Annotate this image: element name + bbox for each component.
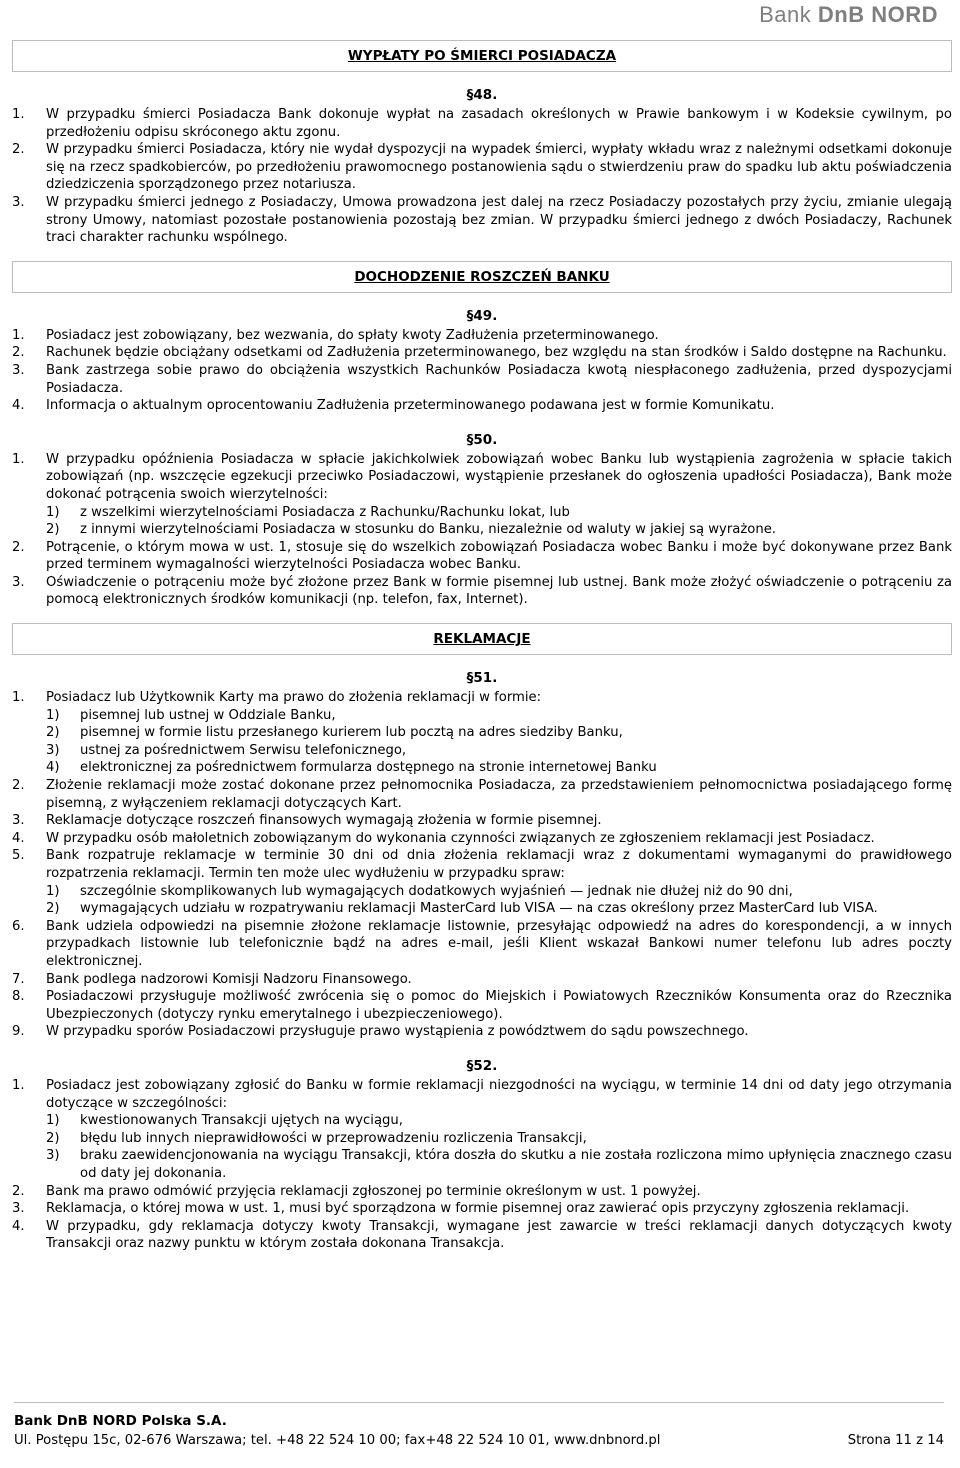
- item-number: 3.: [12, 813, 25, 829]
- sub-item-number: 2): [46, 901, 60, 917]
- section-heading-bar: [12, 40, 952, 72]
- item-text: W przypadku śmierci jednego z Posiadaczy, Umowa prowadzona jest dalej na rzecz Posiadaczy pozostałych przy życiu, zmianie ulegają strony Umowy, natomiast pozostałe postanowienia pozostają bez zmian. W przypadku śmierci jednego z dwóch Posiadaczy, Rachunek traci charakter rachunku wspólnego.: [46, 194, 952, 246]
- item-text: Bank ma prawo odmówić przyjęcia reklamacji zgłoszonej po terminie określonym w ust. 1 powyżej.: [46, 1183, 701, 1199]
- paragraph-number: §51.: [466, 670, 498, 687]
- list-item: [12, 574, 952, 609]
- sub-item-number: 3): [46, 742, 60, 758]
- item-text: Rachunek będzie obciążany odsetkami od Zadłużenia przeterminowanego, bez względu na stan środków i Saldo dostępne na Rachunku.: [46, 345, 947, 361]
- sub-item-number: 1): [46, 883, 60, 899]
- logo-bank: Bank: [759, 2, 812, 27]
- item-text: Bank zastrzega sobie prawo do obciążenia wszystkich Rachunków Posiadacza kwotą niespłaconego zadłużenia, przed dyspozycjami Posiadacza.: [46, 362, 952, 396]
- paragraph-gap: [12, 1041, 952, 1055]
- indent: [12, 1112, 46, 1130]
- footer-company: Bank DnB NORD Polska S.A.: [14, 1413, 227, 1429]
- item-number: 2.: [12, 345, 25, 361]
- item-text: Złożenie reklamacji może zostać dokonane przez pełnomocnika Posiadacza, za przedstawieniem pełnomocnictwa posiadającego formę pisemną, z wyłączeniem reklamacji dotyczących Kart.: [46, 778, 952, 811]
- paragraph-gap: [12, 1253, 952, 1267]
- item-number: 2.: [12, 1183, 25, 1199]
- item-number: 2.: [12, 142, 25, 158]
- item-number: 3.: [12, 574, 25, 590]
- footer-divider: [14, 1402, 944, 1403]
- indent: [12, 504, 46, 522]
- item-number: 1.: [12, 690, 25, 706]
- list-item: [12, 812, 952, 830]
- list-item: [12, 830, 952, 848]
- sub-list-item: [12, 504, 952, 522]
- list-item: [12, 194, 952, 247]
- item-number: 1.: [12, 451, 25, 467]
- list-item: [12, 847, 952, 882]
- sub-item-text: elektronicznej za pośrednictwem formularza dostępnego na stronie internetowej Banku: [80, 760, 657, 776]
- item-text: Posiadacz jest zobowiązany zgłosić do Banku w formie reklamacji niezgodności na wyciągu, w terminie 14 dni od daty jego otrzymania dotyczące w szczególności:: [46, 1077, 952, 1111]
- item-text: Posiadaczowi przysługuje możliwość zwrócenia się o pomoc do Miejskich i Powiatowych Rzeczników Konsumenta oraz do Rzecznika Ubezpieczonych (dotyczy rynku emerytalnego i ubezpieczeniowego).: [46, 989, 952, 1022]
- item-text: W przypadku śmierci Posiadacza Bank dokonuje wypłat na zasadach określonych w Prawie bankowym i w Kodeksie cywilnym, po przedłożeniu odpisu skróconego aktu zgonu.: [46, 107, 952, 140]
- document-body: [12, 40, 952, 1267]
- list-item: [12, 451, 952, 504]
- item-number: 3.: [12, 1201, 25, 1217]
- sub-list-item: [12, 521, 952, 539]
- list-item: [12, 362, 952, 397]
- list-item: [12, 1023, 952, 1041]
- sub-item-text: z innymi wierzytelnościami Posiadacza w stosunku do Banku, niezależnie od waluty w jakiej są wyrażone.: [80, 522, 776, 538]
- sub-item-number: 2): [46, 1130, 60, 1146]
- paragraph-number: §49.: [466, 307, 498, 324]
- sub-list-item: [12, 742, 952, 760]
- list-item: [12, 777, 952, 812]
- item-number: 9.: [12, 1024, 25, 1040]
- list-item: [12, 106, 952, 141]
- indent: [12, 521, 46, 539]
- footer-page-number: Strona 11 z 14: [847, 1433, 944, 1448]
- list-item: [12, 327, 952, 345]
- list-item: [12, 689, 952, 707]
- list-item: [12, 1183, 952, 1201]
- paragraph-number: §52.: [466, 1057, 498, 1074]
- item-text: W przypadku sporów Posiadaczowi przysługuje prawo wystąpienia z powództwem do sądu powszechnego.: [46, 1024, 749, 1040]
- paragraph-number: §50.: [466, 431, 498, 448]
- sub-item-number: 4): [46, 760, 60, 776]
- item-number: 8.: [12, 989, 25, 1005]
- sub-item-number: 1): [46, 1113, 60, 1129]
- sub-item-number: 3): [46, 1148, 60, 1164]
- paragraph-gap: [12, 609, 952, 623]
- item-text: Potrącenie, o którym mowa w ust. 1, stosuje się do wszelkich zobowiązań Posiadacza wobec Banku i może być dokonywane przez Bank przed terminem wymagalności wierzytelności Posiadacza wobec Banku.: [46, 539, 952, 573]
- list-item: [12, 1218, 952, 1253]
- sub-item-number: 2): [46, 725, 60, 741]
- item-text: W przypadku opóźnienia Posiadacza w spłacie jakichkolwiek zobowiązań wobec Banku lub wystąpienia zagrożenia w spłacie takich zobowiązań (np. wszczęcie egzekucji przeciwko Posiadaczowi, wystąpienie przesłanek do ogłoszenia upadłości Posiadacza), Bank może dokonać potrącenia swoich wierzytelności:: [46, 451, 952, 502]
- item-number: 3.: [12, 362, 25, 378]
- item-text: W przypadku śmierci Posiadacza, który nie wydał dyspozycji na wypadek śmierci, wypłaty wkładu wraz z należnymi odsetkami dokonuje się na rzecz spadkobierców, po przedłożeniu prawomocnego postanowienia sądu o stwierdzeniu praw do spadku lub aktu poświadczenia dziedziczenia sporządzonego przez notariusza.: [46, 142, 952, 193]
- sub-item-number: 1): [46, 504, 60, 520]
- item-text: Bank rozpatruje reklamacje w terminie 30 dni od dnia złożenia reklamacji wraz z dokumentami wymaganymi do prawidłowego rozpatrzenia reklamacji. Termin ten może ulec wydłużeniu w przypadku spraw:: [46, 848, 952, 881]
- item-text: W przypadku osób małoletnich zobowiązanym do wykonania czynności związanych ze zgłoszeniem reklamacji jest Posiadacz.: [46, 830, 875, 846]
- list-item: [12, 971, 952, 989]
- bank-logo: [759, 2, 938, 28]
- item-text: Bank podlega nadzorowi Komisji Nadzoru Finansowego.: [46, 971, 412, 987]
- item-number: 4.: [12, 1218, 25, 1234]
- page-footer: [14, 1412, 944, 1450]
- item-number: 6.: [12, 918, 25, 934]
- item-text: Posiadacz lub Użytkownik Karty ma prawo do złożenia reklamacji w formie:: [46, 690, 542, 706]
- indent: [12, 724, 46, 742]
- sub-item-text: kwestionowanych Transakcji ujętych na wyciągu,: [80, 1113, 403, 1129]
- item-number: 7.: [12, 971, 25, 987]
- item-number: 1.: [12, 107, 25, 122]
- list-item: [12, 1200, 952, 1218]
- list-item: [12, 918, 952, 971]
- item-text: Bank udziela odpowiedzi na pisemnie złożone reklamacje listownie, przesyłając odpowiedź na adres do korespondencji, a w innych przypadkach listownie lub telefonicznie bądź na adres e-mail, jeśli Klient wskazał Bankowi numer telefonu lub adres poczty elektronicznej.: [46, 918, 952, 969]
- list-item: [12, 539, 952, 574]
- paragraph-gap: [12, 247, 952, 261]
- sub-list-item: [12, 1112, 952, 1130]
- footer-address: Ul. Postępu 15c, 02-676 Warszawa; tel. +48 22 524 10 00; fax+48 22 524 10 01, www.dnbnord.pl: [14, 1433, 661, 1448]
- item-number: 1.: [12, 327, 25, 343]
- list-item: [12, 141, 952, 194]
- indent: [12, 1130, 46, 1148]
- item-number: 5.: [12, 848, 25, 864]
- sub-item-number: 1): [46, 707, 60, 723]
- sub-item-text: z wszelkimi wierzytelnościami Posiadacza z Rachunku/Rachunku lokat, lub: [80, 504, 570, 520]
- indent: [12, 900, 46, 918]
- paragraph-gap: [12, 415, 952, 429]
- item-number: 3.: [12, 194, 25, 210]
- sub-item-text: szczególnie skomplikowanych lub wymagających dodatkowych wyjaśnień — jednak nie dłużej niż do 90 dni,: [80, 883, 793, 899]
- sub-list-item: [12, 707, 952, 725]
- section-heading-bar: [12, 261, 952, 293]
- section-heading: WYPŁATY PO ŚMIERCI POSIADACZA: [347, 48, 617, 64]
- section-heading: DOCHODZENIE ROSZCZEŃ BANKU: [354, 268, 610, 285]
- sub-list-item: [12, 1130, 952, 1148]
- item-text: Oświadczenie o potrąceniu może być złożone przez Bank w formie pisemnej lub ustnej. Bank może złożyć oświadczenie o potrąceniu za pomocą elektronicznych środków komunikacji (np. telefon, fax, Internet).: [46, 574, 952, 608]
- sub-list-item: [12, 1147, 952, 1182]
- item-number: 1.: [12, 1077, 25, 1093]
- item-text: Reklamacja, o której mowa w ust. 1, musi być sporządzona w formie pisemnej oraz zawierać opis przyczyny zgłoszenia reklamacji.: [46, 1201, 910, 1217]
- indent: [12, 742, 46, 760]
- sub-item-number: 2): [46, 522, 60, 538]
- list-item: [12, 344, 952, 362]
- item-number: 4.: [12, 398, 25, 414]
- sub-item-text: błędu lub innych nieprawidłowości w przeprowadzeniu rozliczenia Transakcji,: [80, 1130, 587, 1146]
- list-item: [12, 1077, 952, 1112]
- section-heading: REKLAMACJE: [433, 631, 531, 648]
- sub-item-text: ustnej za pośrednictwem Serwisu telefonicznego,: [80, 742, 407, 758]
- item-number: 2.: [12, 539, 25, 555]
- indent: [12, 707, 46, 725]
- indent: [12, 1147, 46, 1182]
- logo-nord: NORD: [871, 2, 938, 27]
- sub-item-text: wymagających udziału w rozpatrywaniu reklamacji MasterCard lub VISA — na czas określony przez MasterCard lub VISA.: [80, 901, 878, 917]
- sub-list-item: [12, 900, 952, 918]
- sub-list-item: [12, 883, 952, 901]
- sub-item-text: braku zaewidencjonowania na wyciągu Transakcji, która doszła do skutku a nie została rozliczona mimo upłynięcia znacznego czasu od daty jej dokonania.: [80, 1148, 952, 1181]
- sub-item-text: pisemnej w formie listu przesłanego kurierem lub pocztą na adres siedziby Banku,: [80, 725, 623, 741]
- indent: [12, 883, 46, 901]
- indent: [12, 759, 46, 777]
- logo-dnb: DnB: [817, 2, 865, 27]
- list-item: [12, 988, 952, 1023]
- item-text: Posiadacz jest zobowiązany, bez wezwania, do spłaty kwoty Zadłużenia przeterminowanego.: [46, 327, 659, 343]
- list-item: [12, 397, 952, 415]
- item-text: W przypadku, gdy reklamacja dotyczy kwoty Transakcji, wymagane jest zawarcie w treści reklamacji danych dotyczących kwoty Transakcji oraz nazwy punktu w którym została dokonana Transakcja.: [46, 1218, 952, 1252]
- item-number: 4.: [12, 830, 25, 846]
- item-number: 2.: [12, 778, 25, 794]
- item-text: Reklamacje dotyczące roszczeń finansowych wymagają złożenia w formie pisemnej.: [46, 813, 602, 829]
- section-heading-bar: [12, 623, 952, 655]
- sub-list-item: [12, 759, 952, 777]
- sub-list-item: [12, 724, 952, 742]
- sub-item-text: pisemnej lub ustnej w Oddziale Banku,: [80, 707, 336, 723]
- item-text: Informacja o aktualnym oprocentowaniu Zadłużenia przeterminowanego podawana jest w formie Komunikatu.: [46, 398, 775, 414]
- paragraph-number: §48.: [466, 87, 498, 103]
